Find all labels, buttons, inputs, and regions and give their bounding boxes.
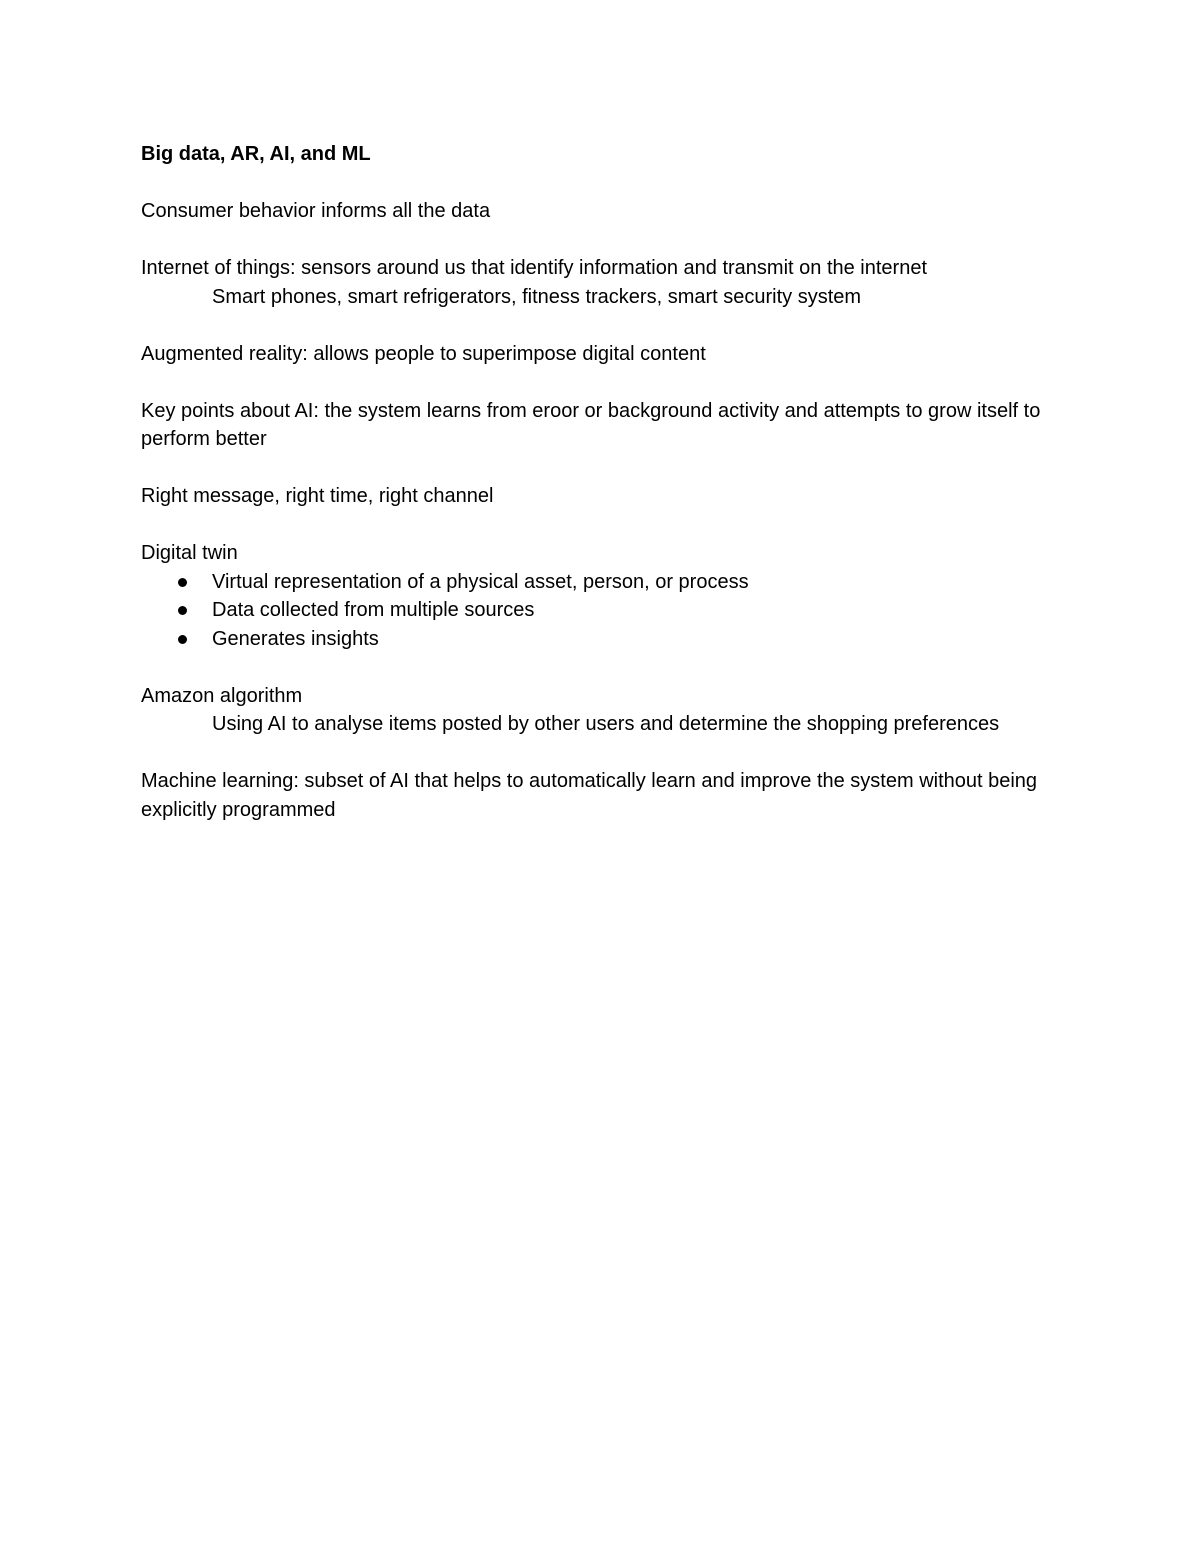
iot-examples-line: Smart phones, smart refrigerators, fitness trackers, smart security system xyxy=(212,285,862,308)
list-item-text: Data collected from multiple sources xyxy=(212,599,535,621)
digital-twin-list xyxy=(141,568,1061,654)
amazon-heading: Amazon algorithm xyxy=(141,684,303,707)
document-body xyxy=(141,140,1061,824)
list-item xyxy=(141,625,1061,654)
augmented-reality-line: Augmented reality: allows people to superimpose digital content xyxy=(141,342,706,365)
spacer xyxy=(141,311,1061,340)
bullet-icon xyxy=(178,635,187,644)
spacer xyxy=(141,368,1061,397)
spacer xyxy=(141,454,1061,483)
digital-twin-heading: Digital twin xyxy=(141,542,238,564)
document-title: Big data, AR, AI, and ML xyxy=(141,143,371,165)
list-item xyxy=(141,568,1061,597)
spacer xyxy=(141,169,1061,198)
bullet-icon xyxy=(178,578,187,587)
list-item-text: Generates insights xyxy=(212,627,379,650)
spacer xyxy=(141,226,1061,255)
spacer xyxy=(141,653,1061,682)
bullet-icon xyxy=(178,606,187,615)
machine-learning-paragraph: Machine learning: subset of AI that helps to automatically learn and improve the system without being explicitly programmed xyxy=(141,770,1038,821)
ai-key-points-paragraph: Key points about AI: the system learns from eroor or background activity and attempts to grow itself to perform better xyxy=(141,399,1041,450)
list-item-text: Virtual representation of a physical asset, person, or process xyxy=(212,570,749,593)
iot-line: Internet of things: sensors around us that identify information and transmit on the internet xyxy=(141,257,928,279)
consumer-behavior-line: Consumer behavior informs all the data xyxy=(141,200,491,222)
right-message-line: Right message, right time, right channel xyxy=(141,485,494,507)
spacer xyxy=(141,511,1061,540)
list-item xyxy=(141,596,1061,625)
spacer xyxy=(141,739,1061,768)
amazon-description: Using AI to analyse items posted by other users and determine the shopping preferences xyxy=(212,713,1000,735)
